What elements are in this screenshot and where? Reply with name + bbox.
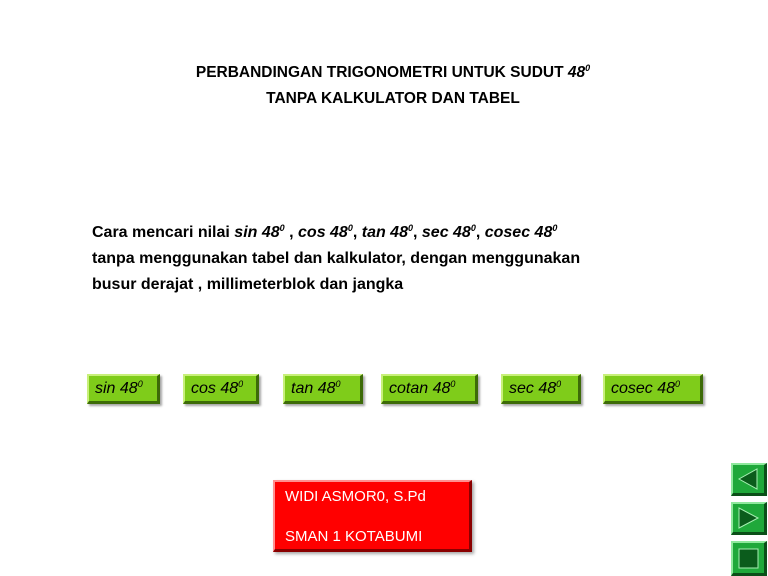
tan-button[interactable] bbox=[283, 374, 363, 404]
tan-button-label: tan 48 bbox=[291, 380, 336, 397]
cosec-button[interactable] bbox=[603, 374, 703, 404]
description-separator: , bbox=[413, 224, 422, 241]
description-separator: , bbox=[352, 224, 362, 241]
description-tan-text: tan 48 bbox=[361, 224, 408, 241]
description-sec bbox=[422, 224, 476, 241]
cotan-button-degree: 0 bbox=[450, 379, 456, 389]
description-intro: Cara mencari nilai bbox=[92, 224, 235, 241]
sec-button-label: sec 48 bbox=[509, 380, 557, 397]
description-cos bbox=[298, 224, 353, 241]
description-sec-degree: 0 bbox=[470, 223, 476, 233]
description-separator: , bbox=[284, 224, 299, 241]
back-icon bbox=[733, 465, 764, 493]
title-angle bbox=[568, 64, 590, 81]
description-cosec-text: cosec 48 bbox=[484, 224, 553, 241]
description-sec-text: sec 48 bbox=[421, 224, 471, 241]
description-sin-degree: 0 bbox=[279, 223, 285, 233]
description-tan bbox=[362, 224, 413, 241]
cotan-button-label: cotan 48 bbox=[389, 380, 451, 397]
title-prefix: PERBANDINGAN TRIGONOMETRI UNTUK SUDUT bbox=[195, 64, 568, 81]
author-school: SMAN 1 KOTABUMI bbox=[285, 528, 423, 545]
sin-button-label: sin 48 bbox=[95, 380, 138, 397]
description-cosec bbox=[485, 224, 558, 241]
description-line-1 bbox=[92, 220, 712, 246]
stop-icon bbox=[733, 543, 764, 573]
author-credit-box bbox=[273, 480, 472, 552]
description-line-2: tanpa menggunakan tabel dan kalkulator, dengan menggunakan bbox=[92, 250, 581, 267]
back-button[interactable] bbox=[731, 463, 767, 496]
description-sin-text: sin 48 bbox=[234, 224, 280, 241]
description-cos-text: cos 48 bbox=[298, 224, 348, 241]
cos-button-label: cos 48 bbox=[191, 380, 239, 397]
forward-icon bbox=[733, 504, 764, 532]
description bbox=[92, 220, 712, 298]
sin-button-degree: 0 bbox=[137, 379, 143, 389]
sin-button[interactable] bbox=[87, 374, 160, 404]
description-sin bbox=[234, 224, 284, 241]
title-line-1 bbox=[0, 60, 768, 86]
cosec-button-label: cosec 48 bbox=[611, 380, 676, 397]
author-name: WIDI ASMOR0, S.Pd bbox=[285, 488, 426, 505]
cosec-button-degree: 0 bbox=[675, 379, 681, 389]
description-line-3: busur derajat , millimeterblok dan jangka bbox=[92, 276, 404, 293]
stop-button[interactable] bbox=[731, 541, 767, 576]
cotan-button[interactable] bbox=[381, 374, 478, 404]
forward-button[interactable] bbox=[731, 502, 767, 535]
sec-button-degree: 0 bbox=[556, 379, 562, 389]
description-cosec-degree: 0 bbox=[552, 223, 558, 233]
cos-button[interactable] bbox=[183, 374, 259, 404]
tan-button-degree: 0 bbox=[335, 379, 341, 389]
cos-button-degree: 0 bbox=[238, 379, 244, 389]
title-line-2: TANPA KALKULATOR DAN TABEL bbox=[266, 90, 520, 107]
description-tan-degree: 0 bbox=[407, 223, 413, 233]
description-separator: , bbox=[475, 224, 485, 241]
title-angle-value: 48 bbox=[567, 64, 586, 81]
sec-button[interactable] bbox=[501, 374, 581, 404]
description-cos-degree: 0 bbox=[347, 223, 353, 233]
page-title bbox=[0, 60, 768, 112]
title-angle-degree: 0 bbox=[585, 63, 591, 73]
